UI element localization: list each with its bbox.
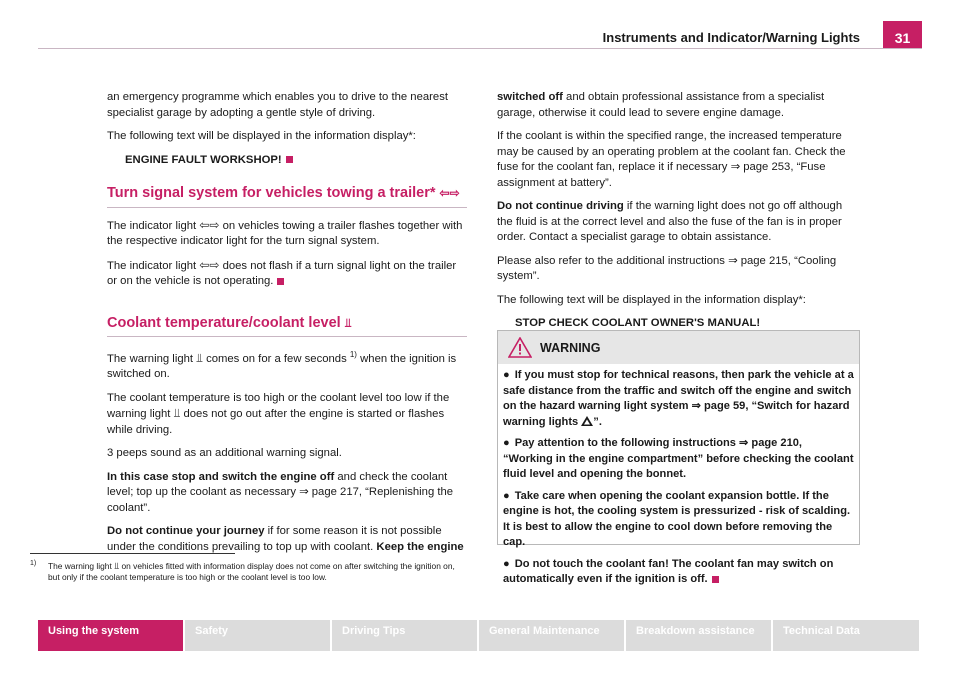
heading-text: Turn signal system for vehicles towing a trailer* [107, 185, 436, 201]
warning-triangle-icon [508, 337, 532, 358]
text: The indicator light [107, 219, 197, 232]
tab-breakdown-assistance[interactable]: Breakdown assistance [626, 620, 771, 651]
paragraph [107, 347, 467, 383]
right-column [497, 90, 859, 340]
paragraph [497, 199, 859, 246]
header-rule [38, 48, 922, 49]
footer-nav [38, 620, 922, 651]
display-text-value: ENGINE FAULT WORKSHOP! [125, 153, 282, 166]
bold-text: Do not continue driving [497, 200, 624, 212]
footnote [30, 561, 467, 582]
paragraph: If the coolant is within the specified range, the increased temperature may be caused by an operating problem at the coolant fan. Check the fuse for the coolant fan, replace it if necessary ⇒ page 253, “Fuse assignment at battery”. [497, 130, 846, 189]
end-mark-icon [286, 156, 293, 163]
hazard-warning-icon [581, 416, 593, 426]
text: If you must stop for technical reasons, then park the vehicle at a safe distance from the traffic and switch off the engine and switch on the hazard warning light system ⇒ page 59, “Switch for hazard warning lights [503, 369, 854, 428]
text: when the ignition is switched on. [107, 352, 457, 381]
warning-item [503, 368, 854, 430]
footnote-mark: 1) [30, 560, 37, 567]
bullet-icon: ● [503, 557, 510, 570]
coolant-temperature-icon: ⫫ [114, 561, 120, 571]
text: and check the coolant level; top up the coolant as necessary ⇒ page 217, “Replenishing the coolant”. [107, 470, 454, 514]
paragraph: The following text will be displayed in the information display*: [497, 293, 806, 306]
display-text: STOP CHECK COOLANT OWNER'S MANUAL! [515, 317, 761, 329]
paragraph: an emergency programme which enables you to drive to the nearest specialist garage by adopting a gentle style of driving. [107, 91, 448, 119]
paragraph [107, 258, 467, 290]
tab-technical-data[interactable]: Technical Data [773, 620, 919, 651]
page-header-title: Instruments and Indicator/Warning Lights [602, 30, 860, 45]
coolant-temperature-icon: ⫫ [173, 406, 181, 421]
bold-text: switched off [497, 91, 563, 103]
text: on vehicles fitted with information display does not come on after switching the ignition on, but only if the coolant temperature is too high or the coolant level is too low. [48, 561, 455, 582]
text: The warning light [107, 352, 194, 365]
warning-header [498, 331, 859, 364]
warning-item [503, 489, 854, 551]
text: on vehicles towing a trailer flashes together with the respective indicator light for the turn signal system. [107, 219, 463, 247]
warning-item [503, 557, 854, 588]
text: if the warning light does not go off although the fluid is at the correct level and also the fuse of the fan is in proper order. Contact a specialist garage to obtain assistance. [497, 200, 843, 243]
text: ”. [593, 415, 602, 428]
text: and obtain professional assistance from a specialist garage, otherwise it could lead to severe engine damage. [497, 91, 825, 119]
footnote-ref: 1) [349, 350, 357, 359]
turn-signal-icon: ⇦⇨ [439, 186, 460, 200]
paragraph: The following text will be displayed in the information display*: [107, 130, 416, 142]
tab-using-the-system[interactable]: Using the system [38, 620, 183, 651]
bullet-icon: ● [503, 489, 510, 502]
warning-item [503, 436, 854, 483]
paragraph: Please also refer to the additional instructions ⇒ page 215, “Cooling system”. [497, 254, 837, 282]
paragraph [107, 524, 467, 555]
paragraph: 3 peeps sound as an additional warning signal. [107, 447, 342, 460]
turn-signal-icon: ⇦⇨ [199, 217, 220, 232]
text: does not flash if a turn signal light on the trailer or on the vehicle is not operating. [107, 259, 457, 287]
text: Take care when opening the coolant expansion bottle. If the engine is hot, the cooling system is pressurized - risk of scalding. It is best to allow the engine to cool down before removing the cap. [503, 489, 851, 548]
bullet-icon: ● [503, 437, 510, 449]
warning-box [497, 330, 860, 585]
left-column [107, 90, 467, 563]
footnote-rule [30, 553, 235, 554]
warning-body [498, 364, 859, 588]
paragraph [107, 218, 467, 250]
bold-text: Do not continue your journey [107, 525, 265, 538]
tab-safety[interactable]: Safety [185, 620, 330, 651]
text: does not go out after the engine is started or flashes while driving. [107, 408, 445, 436]
end-mark-icon [712, 576, 719, 583]
end-mark-icon [277, 278, 284, 285]
paragraph [497, 90, 859, 121]
tab-driving-tips[interactable]: Driving Tips [332, 620, 477, 651]
bold-text: In this case stop and switch the engine off [107, 470, 335, 483]
turn-signal-icon: ⇦⇨ [199, 257, 220, 272]
bold-text: Keep the engine [376, 540, 464, 553]
text: The indicator light [107, 259, 197, 272]
text: comes on for a few seconds [206, 352, 347, 365]
coolant-temperature-icon: ⫫ [196, 350, 203, 365]
paragraph [107, 470, 467, 517]
text: The coolant temperature is too high or the coolant level too low if the warning light [107, 391, 450, 421]
warning-title: WARNING [540, 340, 601, 355]
tab-general-maintenance[interactable]: General Maintenance [479, 620, 624, 651]
text: Do not touch the coolant fan! The coolant fan may switch on automatically even if the ignition is off. [503, 557, 834, 585]
section-heading-turn-signal [107, 186, 467, 208]
bullet-icon: ● [503, 369, 510, 381]
paragraph [107, 391, 467, 439]
section-heading-coolant [107, 316, 467, 338]
heading-text: Coolant temperature/coolant level [107, 314, 341, 331]
text: The warning light [48, 561, 112, 571]
footnote-text [30, 561, 467, 582]
text: if for some reason it is not possible under the conditions prevailing to top up with coolant. [107, 525, 442, 553]
display-text [107, 153, 467, 169]
coolant-temperature-icon: ⫫ [344, 315, 352, 330]
page-number: 31 [883, 21, 922, 49]
text: Pay attention to the following instructions ⇒ page 210, “Working in the engine compartment” before checking the coolant fluid level and opening the bonnet. [503, 437, 854, 480]
